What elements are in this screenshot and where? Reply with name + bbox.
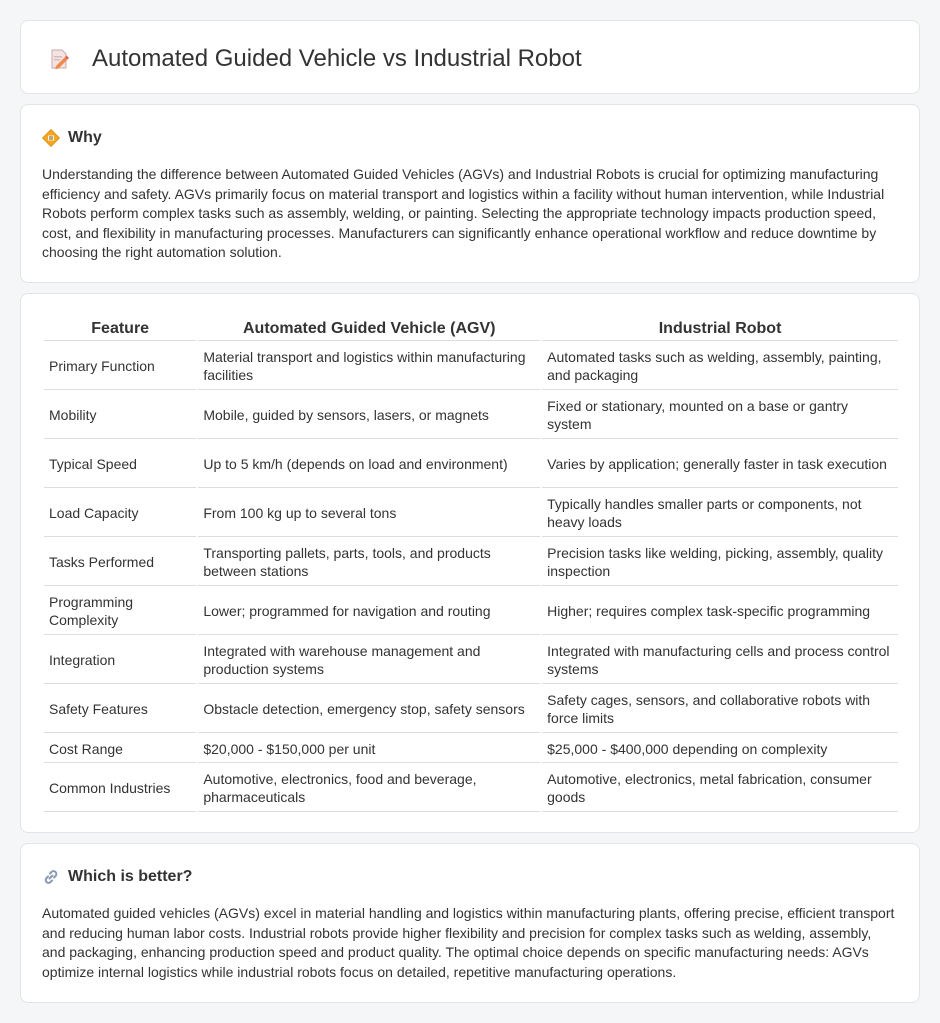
- why-text: Understanding the difference between Automated Guided Vehicles (AGVs) and Industrial Robots is crucial for optimizing manufacturing efficiency and safety. AGVs primarily focus on material transport and logistics within a facility without human intervention, while Industrial Robots perform complex tasks such as assembly, welding, or painting. Selecting the appropriate technology impacts production speed, cost, and flexibility in manufacturing processes. Manufacturers can significantly enhance operational workflow and reduce downtime by choosing the right automation solution.: [42, 166, 885, 260]
- why-section: [20, 104, 920, 283]
- robot-cell: $25,000 - $400,000 depending on complexity: [542, 735, 898, 763]
- robot-cell: Fixed or stationary, mounted on a base or gantry system: [542, 392, 898, 439]
- table-row: [44, 637, 898, 684]
- header-feature: Feature: [44, 318, 196, 341]
- robot-cell: Precision tasks like welding, picking, assembly, quality inspection: [542, 539, 898, 586]
- agv-cell: Obstacle detection, emergency stop, safety sensors: [198, 686, 540, 733]
- agv-cell: $20,000 - $150,000 per unit: [198, 735, 540, 763]
- table-header-row: [44, 318, 898, 341]
- which-better-section: [20, 843, 920, 1003]
- feature-cell: Load Capacity: [44, 490, 196, 537]
- feature-cell: Primary Function: [44, 343, 196, 390]
- table-row: [44, 686, 898, 733]
- header-agv: Automated Guided Vehicle (AGV): [198, 318, 540, 341]
- robot-cell: Integrated with manufacturing cells and process control systems: [542, 637, 898, 684]
- table-row: [44, 441, 898, 488]
- why-title: Why: [68, 129, 102, 146]
- agv-cell: Transporting pallets, parts, tools, and products between stations: [198, 539, 540, 586]
- feature-cell: Tasks Performed: [44, 539, 196, 586]
- road-sign-icon: [42, 129, 60, 147]
- agv-cell: Mobile, guided by sensors, lasers, or magnets: [198, 392, 540, 439]
- feature-cell: Programming Complexity: [44, 588, 196, 635]
- document-pencil-icon: [47, 47, 71, 71]
- agv-cell: Material transport and logistics within manufacturing facilities: [198, 343, 540, 390]
- robot-cell: Typically handles smaller parts or components, not heavy loads: [542, 490, 898, 537]
- page-title: Automated Guided Vehicle vs Industrial Robot: [92, 45, 582, 72]
- feature-cell: Mobility: [44, 392, 196, 439]
- header-card: [20, 20, 920, 94]
- why-heading: [42, 127, 102, 149]
- agv-cell: Automotive, electronics, food and beverage, pharmaceuticals: [198, 765, 540, 812]
- better-heading: [42, 866, 192, 888]
- agv-cell: Integrated with warehouse management and production systems: [198, 637, 540, 684]
- table-row: [44, 735, 898, 763]
- table-row: [44, 765, 898, 812]
- better-text: Automated guided vehicles (AGVs) excel in material handling and logistics within manufacturing plants, offering precise, efficient transport and reducing human labor costs. Industrial robots provide higher flexibility and precision for complex tasks such as welding, assembly, and packaging, enhancing production speed and product quality. The optimal choice depends on specific manufacturing needs: AGVs optimize internal logistics while industrial robots focus on detailed, repetitive manufacturing operations.: [42, 905, 895, 980]
- header-robot: Industrial Robot: [542, 318, 898, 341]
- robot-cell: Automotive, electronics, metal fabrication, consumer goods: [542, 765, 898, 812]
- robot-cell: Safety cages, sensors, and collaborative robots with force limits: [542, 686, 898, 733]
- feature-cell: Typical Speed: [44, 441, 196, 488]
- feature-cell: Integration: [44, 637, 196, 684]
- better-title: Which is better?: [68, 868, 193, 885]
- table-row: [44, 588, 898, 635]
- robot-cell: Varies by application; generally faster in task execution: [542, 441, 898, 488]
- robot-cell: Higher; requires complex task-specific programming: [542, 588, 898, 635]
- comparison-table: [42, 316, 900, 814]
- table-row: [44, 490, 898, 537]
- table-row: [44, 343, 898, 390]
- feature-cell: Common Industries: [44, 765, 196, 812]
- agv-cell: Lower; programmed for navigation and routing: [198, 588, 540, 635]
- link-icon: [42, 868, 60, 886]
- agv-cell: From 100 kg up to several tons: [198, 490, 540, 537]
- table-row: [44, 392, 898, 439]
- feature-cell: Safety Features: [44, 686, 196, 733]
- feature-cell: Cost Range: [44, 735, 196, 763]
- table-row: [44, 539, 898, 586]
- agv-cell: Up to 5 km/h (depends on load and environment): [198, 441, 540, 488]
- robot-cell: Automated tasks such as welding, assembly, painting, and packaging: [542, 343, 898, 390]
- comparison-card: [20, 293, 920, 833]
